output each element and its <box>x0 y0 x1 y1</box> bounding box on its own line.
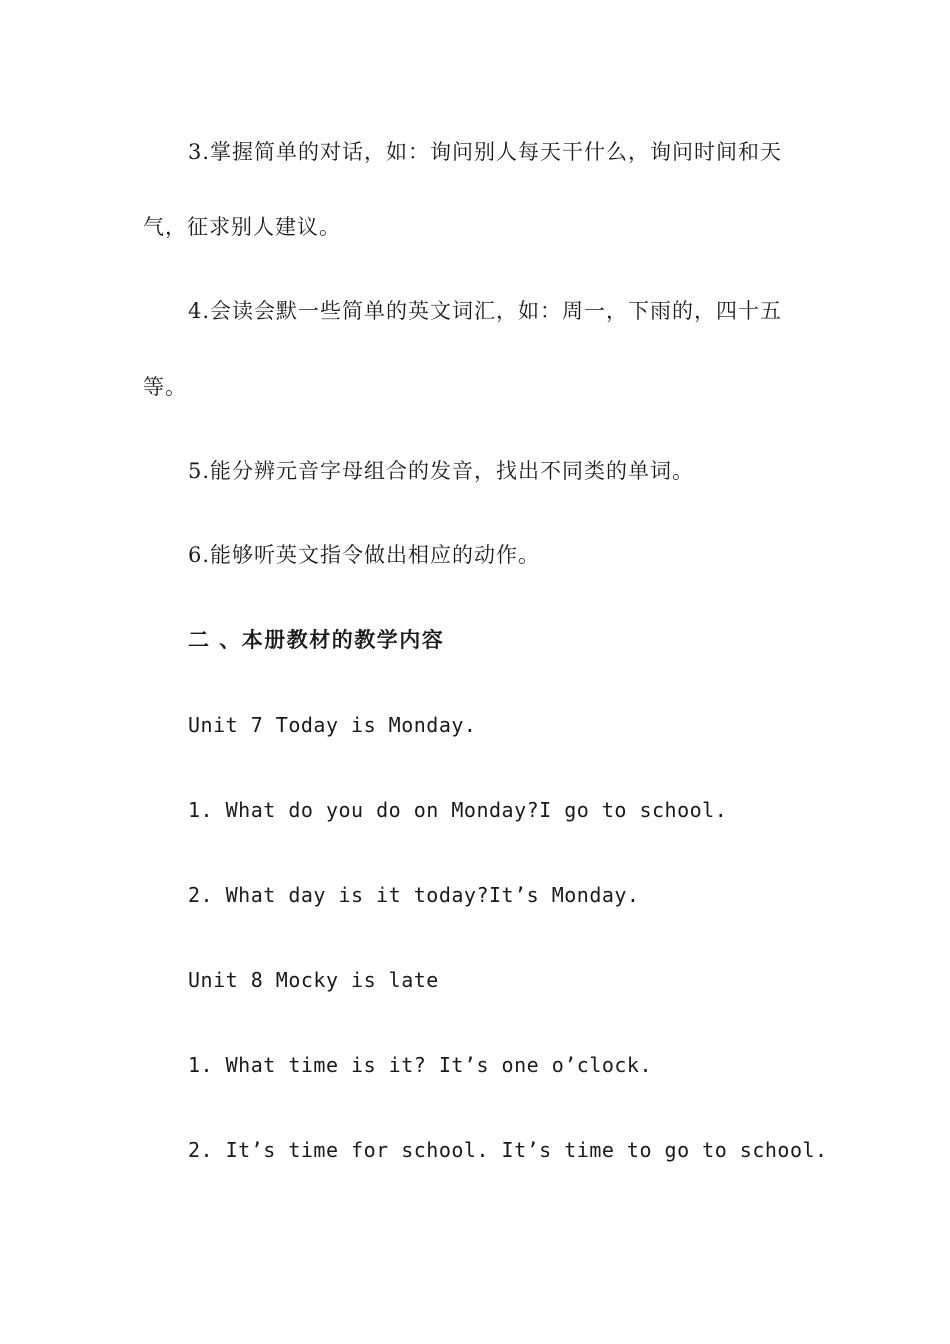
unit-7-item-2: 2. What day is it today?It’s Monday. <box>188 883 640 907</box>
objective-5: 5.能分辨元音字母组合的发音，找出不同类的单词。 <box>188 459 695 483</box>
objective-6: 6.能够听英文指令做出相应的动作。 <box>188 543 541 567</box>
unit-8-item-1: 1. What time is it? It’s one o’clock. <box>188 1053 653 1077</box>
objective-3-line-1: 3.掌握简单的对话，如：询问别人每天干什么，询问时间和天 <box>188 140 783 164</box>
unit-8-title: Unit 8 Mocky is late <box>188 968 439 992</box>
section-heading: 二 、本册教材的教学内容 <box>188 627 445 652</box>
unit-8-item-2: 2. It’s time for school. It’s time to go to school. <box>188 1138 828 1162</box>
unit-7-title: Unit 7 Today is Monday. <box>188 713 477 737</box>
objective-3-line-2: 气，征求别人建议。 <box>143 215 341 239</box>
objective-4-line-1: 4.会读会默一些简单的英文词汇，如：周一，下雨的，四十五 <box>188 299 783 323</box>
unit-7-item-1: 1. What do you do on Monday?I go to school. <box>188 798 728 822</box>
objective-4-line-2: 等。 <box>143 375 187 399</box>
